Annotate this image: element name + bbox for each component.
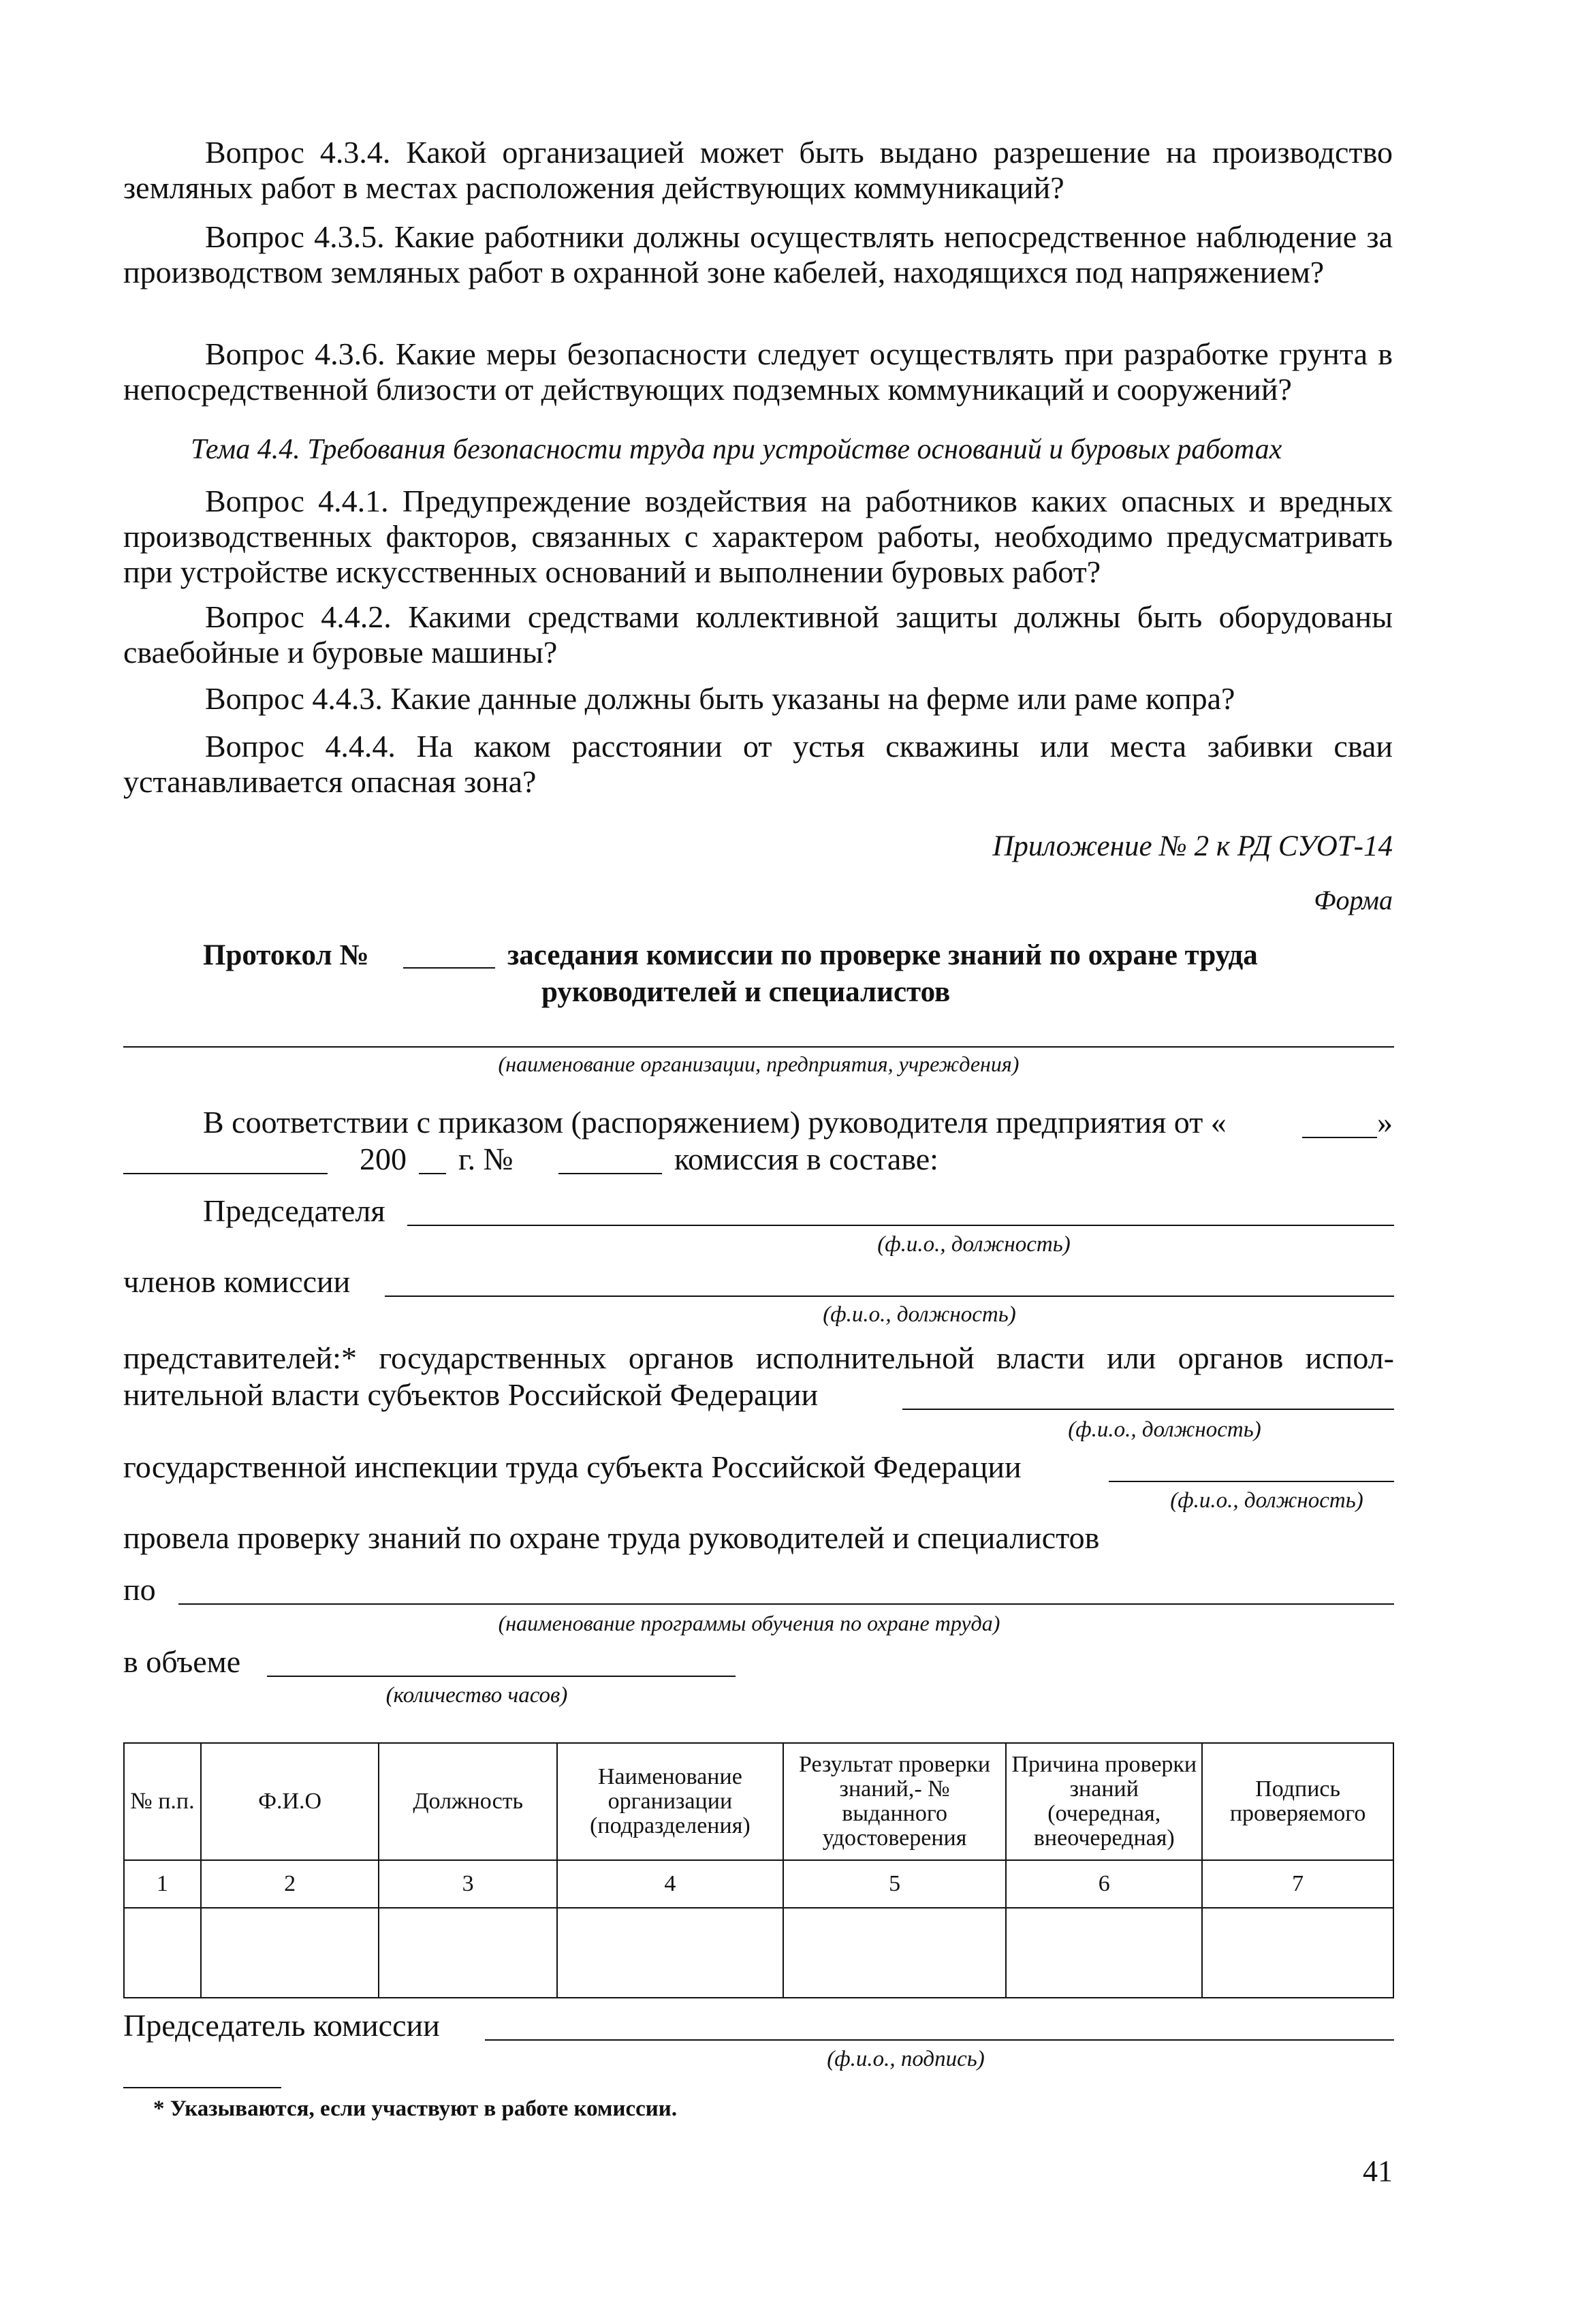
footnote-separator — [123, 2087, 281, 2088]
org-name-line — [123, 1046, 1394, 1048]
order-month-line — [123, 1173, 328, 1174]
table-cell: 7 — [1202, 1860, 1393, 1908]
protocol-prefix: Протокол № — [203, 939, 369, 971]
table-cell: 2 — [201, 1860, 379, 1908]
reps-line-1: представителей:* государственных органов исполнительной власти или органов испол- — [123, 1340, 1394, 1375]
order-text-1: В соответствии с приказом (распоряжением) руководителя предприятия от « — [203, 1105, 1227, 1140]
protocol-title-line-2: руководителей и специалистов — [541, 976, 951, 1008]
question-4-4-4: Вопрос 4.4.4. На каком расстоянии от устья скважины или места забивки сваи устанавливается опасная зона? — [123, 729, 1393, 799]
col-header-organization: Наименование организации (подразделения) — [557, 1743, 783, 1860]
table-cell: 1 — [124, 1860, 201, 1908]
table-cell: 4 — [557, 1860, 783, 1908]
question-4-3-5: Вопрос 4.3.5. Какие работники должны осуществлять непосредственное наблюдение за производством земляных работ в охранной зоне кабелей, находящихся под напряжением? — [123, 219, 1393, 289]
reps-line — [902, 1409, 1394, 1410]
program-caption: (наименование программы обучения по охране труда) — [498, 1611, 1000, 1635]
footnote-asterisk: * — [153, 2097, 170, 2121]
members-label: членов комиссии — [123, 1264, 351, 1299]
col-header-reason: Причина проверки знаний (очередная, внеочередная) — [1006, 1743, 1202, 1860]
order-number-line — [558, 1173, 662, 1174]
hours-caption: (количество часов) — [385, 1683, 568, 1708]
chair-sign-label: Председатель комиссии — [123, 2008, 440, 2043]
org-caption: (наименование организации, предприятия, учреждения) — [498, 1052, 1020, 1076]
members-caption: (ф.и.о., должность) — [823, 1302, 1016, 1327]
table-cell — [379, 1908, 557, 1998]
order-tail: комиссия в составе: — [674, 1142, 938, 1176]
by-label: по — [123, 1572, 156, 1607]
order-year-line — [419, 1173, 446, 1174]
table-header-row — [124, 1743, 1393, 1860]
form-label: Форма — [1314, 885, 1393, 915]
table-cell — [1006, 1908, 1202, 1998]
table-cell — [783, 1908, 1007, 1998]
col-header-number: № п.п. — [124, 1743, 201, 1860]
hours-line — [267, 1676, 736, 1677]
order-number-label: г. № — [458, 1142, 514, 1176]
table-cell — [557, 1908, 783, 1998]
table-row — [124, 1908, 1393, 1998]
appendix-label: Приложение № 2 к РД СУОТ-14 — [992, 830, 1393, 862]
question-4-4-3: Вопрос 4.4.3. Какие данные должны быть указаны на ферме или раме копра? — [205, 681, 1235, 716]
protocol-title-line-1: заседания комиссии по проверке знаний по охране труда — [507, 939, 1258, 971]
chair-sign-caption: (ф.и.о., подпись) — [827, 2047, 985, 2071]
protocol-number-line — [403, 967, 495, 969]
table-cell: 6 — [1006, 1860, 1202, 1908]
question-4-3-6: Вопрос 4.3.6. Какие меры безопасности следует осуществлять при разработке грунта в непосредственной близости от действующих подземных коммуникаций и сооружений? — [123, 336, 1393, 407]
order-quote-close: » — [1377, 1105, 1393, 1140]
question-4-3-4: Вопрос 4.3.4. Какой организацией может быть выдано разрешение на производство земляных работ в местах расположения действующих коммуникаций? — [123, 135, 1393, 205]
question-4-4-1: Вопрос 4.4.1. Предупреждение воздействия на работников каких опасных и вредных производственных факторов, связанных с характером работы, необходимо предусматривать при устройстве искусственных оснований и выполнении буровых работ? — [123, 484, 1393, 589]
page-number: 41 — [1363, 2154, 1393, 2188]
inspection-line — [1109, 1481, 1394, 1482]
reps-caption: (ф.и.о., должность) — [1068, 1417, 1261, 1442]
chairman-line — [407, 1225, 1394, 1226]
table-number-row — [124, 1860, 1393, 1908]
program-line — [178, 1603, 1394, 1605]
question-4-4-2: Вопрос 4.4.2. Какими средствами коллективной защиты должны быть оборудованы сваебойные и буровые машины? — [123, 599, 1393, 670]
volume-label: в объеме — [123, 1644, 241, 1679]
topic-heading: Тема 4.4. Требования безопасности труда при устройстве оснований и буровых работах — [191, 434, 1282, 465]
col-header-result: Результат проверки знаний,- № выданного удостоверения — [783, 1743, 1007, 1860]
table-cell: 3 — [379, 1860, 557, 1908]
reps-line-2: нительной власти субъектов Российской Федерации — [123, 1377, 819, 1412]
inspection-label: государственной инспекции труда субъекта Российской Федерации — [123, 1449, 1022, 1484]
chairman-caption: (ф.и.о., должность) — [877, 1232, 1071, 1257]
inspection-caption: (ф.и.о., должность) — [1170, 1488, 1363, 1513]
chair-sign-line — [485, 2039, 1394, 2041]
table-cell — [1202, 1908, 1393, 1998]
table-cell: 5 — [783, 1860, 1007, 1908]
chairman-label: Председателя — [203, 1193, 385, 1228]
results-table — [123, 1742, 1394, 1998]
members-line — [385, 1296, 1394, 1297]
table-cell — [201, 1908, 379, 1998]
order-year: 200 — [360, 1142, 407, 1176]
table-cell — [124, 1908, 201, 1998]
col-header-signature: Подпись проверяемого — [1202, 1743, 1393, 1860]
conducted-text: провела проверку знаний по охране труда руководителей и специалистов — [123, 1520, 1100, 1555]
col-header-position: Должность — [379, 1743, 557, 1860]
col-header-fio: Ф.И.О — [201, 1743, 379, 1860]
footnote: * Указываются, если участвуют в работе комиссии. — [153, 2097, 678, 2121]
order-day-line — [1302, 1137, 1377, 1138]
